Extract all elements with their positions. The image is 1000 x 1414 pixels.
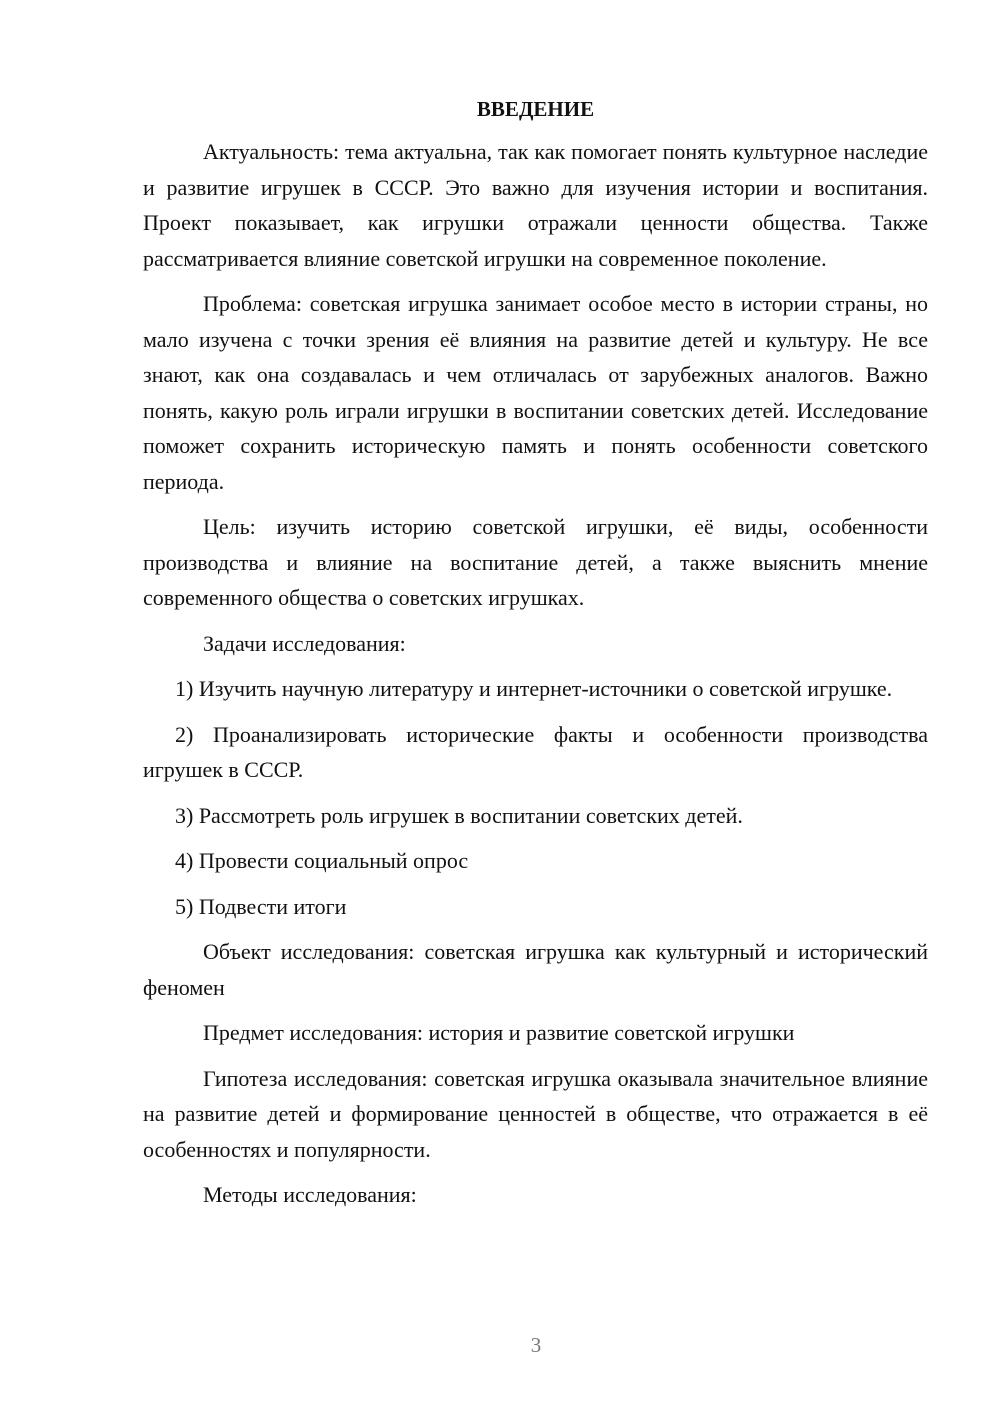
paragraph-methods: Методы исследования: <box>203 1182 417 1207</box>
paragraph-goal: Цель: изучить историю советской игрушки, её виды, особенности производства и влияние на воспитание детей, а также выяснить мнение современного общества о советских игрушках. <box>143 514 928 610</box>
paragraph-subject: Предмет исследования: история и развитие советской игрушки <box>203 1020 795 1045</box>
task-item-2: 2) Проанализировать исторические факты и особенности производства игрушек в СССР. <box>143 721 928 782</box>
task-item-4: 4) Провести социальный опрос <box>175 848 469 873</box>
page-body <box>143 92 928 1223</box>
task-item-5: 5) Подвести итоги <box>175 893 347 919</box>
paragraph-hypothesis: Гипотеза исследования: советская игрушка оказывала значительное влияние на развитие детей и формирование ценностей в обществе, что отражается в её особенностях и популярности. <box>143 1065 928 1162</box>
paragraph-problem: Проблема: советская игрушка занимает особое место в истории страны, но мало изучена с точки зрения её влияния на развитие детей и культуру. Не все знают, как она создавалась и чем отличалась от зарубежных аналогов. Важно понять, какую роль играли игрушки в воспитании советских детей. Исследование поможет сохранить историческую память и понять особенности советского периода. <box>143 291 928 494</box>
task-item-3: 3) Рассмотреть роль игрушек в воспитании советских детей. <box>175 802 743 828</box>
page-number: 3 <box>530 1333 542 1357</box>
section-heading: ВВЕДЕНИЕ <box>476 97 595 121</box>
paragraph-relevance: Актуальность: тема актуальна, так как помогает понять культурное наследие и развитие игрушек в СССР. Это важно для изучения истории и воспитания. Проект показывает, как игрушки отражали ценности общества. Также рассматривается влияние советской игрушки на современное поколение. <box>143 139 928 271</box>
task-item-1: 1) Изучить научную литературу и интернет-источники о советской игрушке. <box>175 676 893 701</box>
paragraph-tasks-title: Задачи исследования: <box>203 630 406 656</box>
paragraph-object: Объект исследования: советская игрушка как культурный и исторический феномен <box>143 939 928 1000</box>
